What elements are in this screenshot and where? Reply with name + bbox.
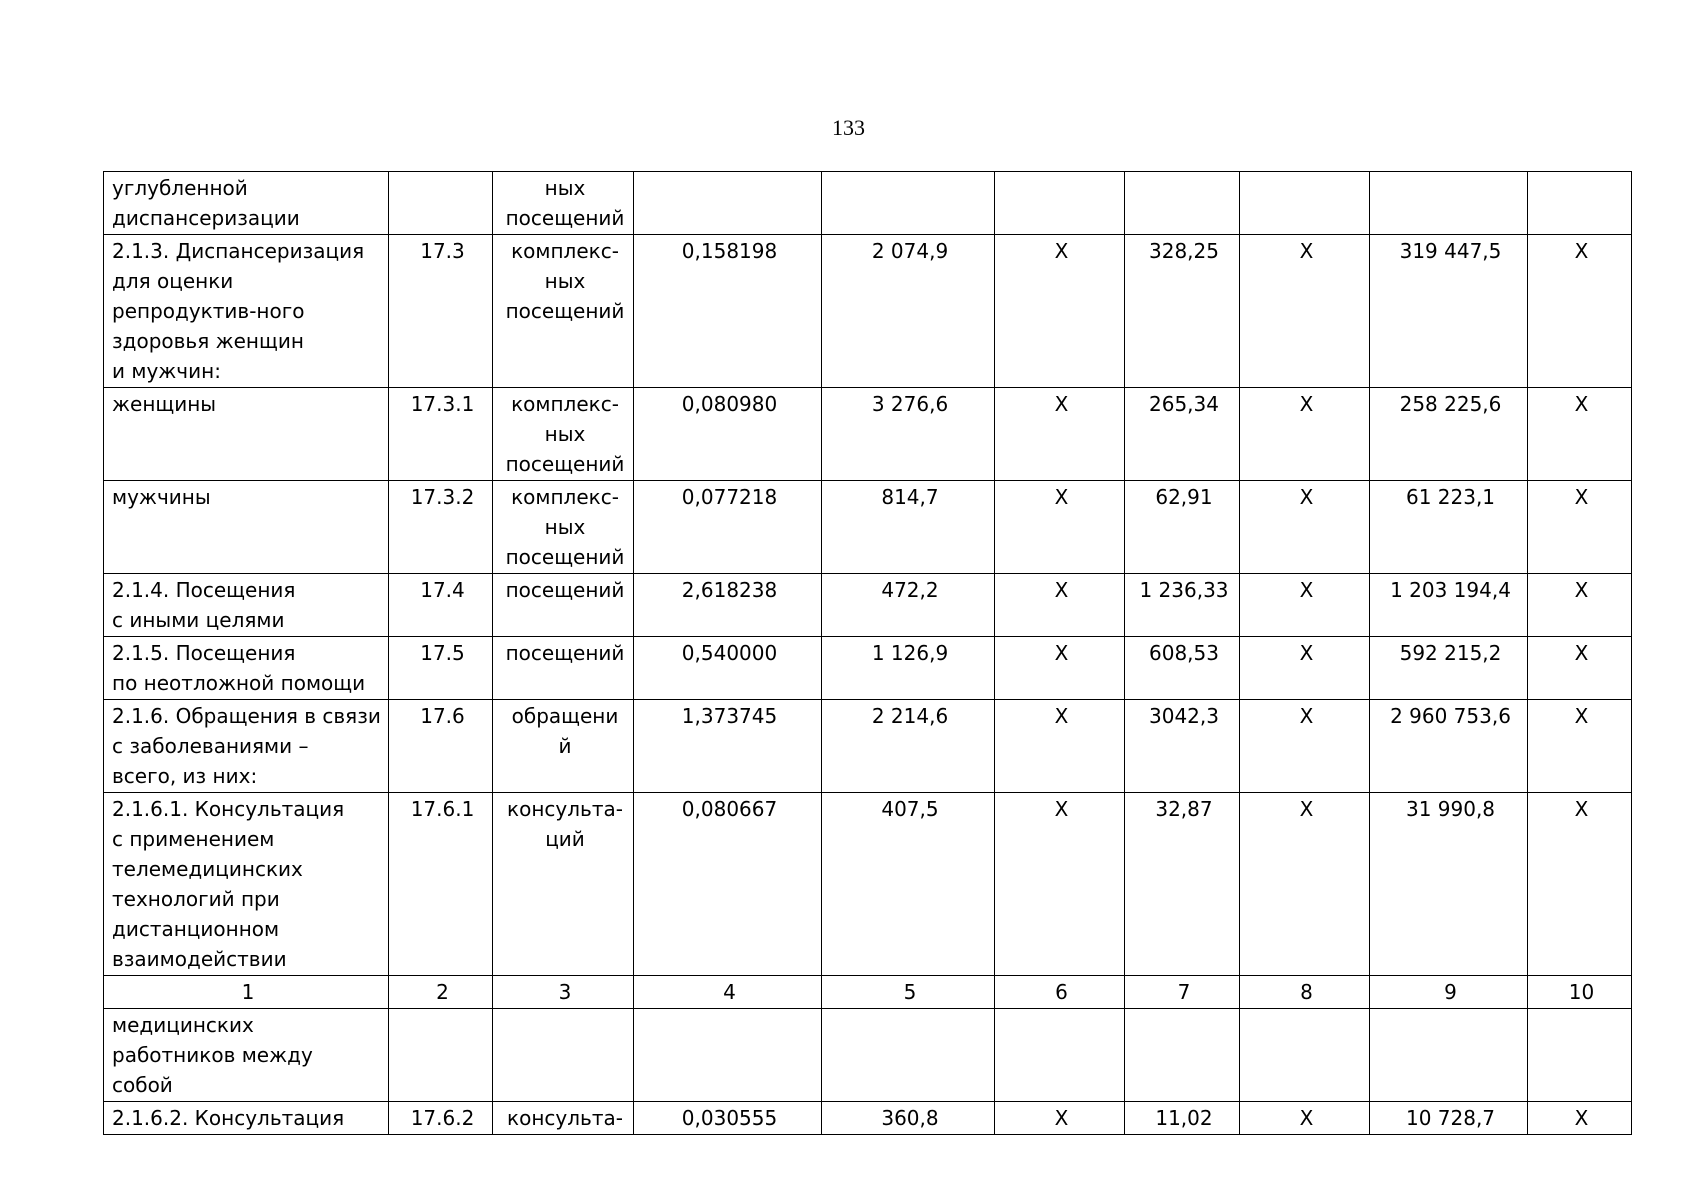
table-cell-col-4: 0,030555 [634,1102,822,1135]
table-cell-col-10: Х [1528,700,1632,793]
table-cell-col-4: 0,080667 [634,793,822,976]
column-number-10: 10 [1528,976,1632,1009]
table-cell-col-3 [493,1009,634,1102]
table-cell-col-5: 814,7 [822,481,995,574]
table-cell-col-9 [1370,1009,1528,1102]
table-cell-col-5: 472,2 [822,574,995,637]
table-cell-col-6: Х [995,481,1125,574]
table-cell-col-5: 2 214,6 [822,700,995,793]
table-cell-col-8: Х [1240,793,1370,976]
table-row [104,700,1632,793]
column-number-3: 3 [493,976,634,1009]
table-cell-col-3: консульта- [493,1102,634,1135]
table-cell-col-4 [634,1009,822,1102]
table-cell-col-7: 32,87 [1125,793,1240,976]
table-cell-col-5: 3 276,6 [822,388,995,481]
column-number-4: 4 [634,976,822,1009]
table-cell-col-5: 1 126,9 [822,637,995,700]
table-cell-col-2: 17.6 [389,700,493,793]
table-cell-col-2: 17.3.1 [389,388,493,481]
table-cell-col-3: комплекс- ных посещений [493,235,634,388]
table-cell-col-8: Х [1240,700,1370,793]
table-cell-col-9: 2 960 753,6 [1370,700,1528,793]
table-row [104,793,1632,976]
table-row [104,574,1632,637]
table-cell-col-9: 258 225,6 [1370,388,1528,481]
column-number-6: 6 [995,976,1125,1009]
column-number-9: 9 [1370,976,1528,1009]
table-cell-col-4 [634,172,822,235]
table-cell-col-7 [1125,172,1240,235]
table-cell-col-2 [389,1009,493,1102]
table-cell-col-7: 328,25 [1125,235,1240,388]
table-cell-col-3: ных посещений [493,172,634,235]
table-cell-col-8: Х [1240,637,1370,700]
table-cell-col-1: углубленной диспансеризации [104,172,389,235]
column-number-5: 5 [822,976,995,1009]
table-cell-col-10 [1528,172,1632,235]
table-cell-col-5: 360,8 [822,1102,995,1135]
table-cell-col-4: 0,540000 [634,637,822,700]
table-cell-col-8 [1240,1009,1370,1102]
table-cell-col-3: комплекс- ных посещений [493,481,634,574]
table-cell-col-6: Х [995,574,1125,637]
table-cell-col-10: Х [1528,1102,1632,1135]
table-cell-col-6: Х [995,793,1125,976]
table-cell-col-5: 407,5 [822,793,995,976]
table-cell-col-10: Х [1528,481,1632,574]
table-cell-col-5: 2 074,9 [822,235,995,388]
table-cell-col-10: Х [1528,235,1632,388]
column-number-row [104,976,1632,1009]
table-cell-col-10: Х [1528,637,1632,700]
table-cell-col-1: 2.1.5. Посещения по неотложной помощи [104,637,389,700]
table-cell-col-8 [1240,172,1370,235]
table-cell-col-9 [1370,172,1528,235]
table-cell-col-2: 17.6.2 [389,1102,493,1135]
table-cell-col-10: Х [1528,388,1632,481]
table-cell-col-9: 61 223,1 [1370,481,1528,574]
table-cell-col-2: 17.4 [389,574,493,637]
table-cell-col-7: 608,53 [1125,637,1240,700]
table-cell-col-7: 3042,3 [1125,700,1240,793]
column-number-2: 2 [389,976,493,1009]
table-cell-col-1: 2.1.4. Посещения с иными целями [104,574,389,637]
table-cell-col-1: 2.1.6. Обращения в связи с заболеваниями – всего, из них: [104,700,389,793]
table-cell-col-6: Х [995,388,1125,481]
table-cell-col-9: 1 203 194,4 [1370,574,1528,637]
table-row [104,481,1632,574]
table-cell-col-7 [1125,1009,1240,1102]
column-number-1: 1 [104,976,389,1009]
table-cell-col-9: 31 990,8 [1370,793,1528,976]
table-cell-col-2: 17.5 [389,637,493,700]
table-row [104,388,1632,481]
table-cell-col-7: 11,02 [1125,1102,1240,1135]
table-cell-col-10 [1528,1009,1632,1102]
table-row [104,1009,1632,1102]
table-cell-col-3: посещений [493,637,634,700]
table-cell-col-2: 17.3 [389,235,493,388]
table-cell-col-1: 2.1.3. Диспансеризация для оценки репродуктив-ного здоровья женщин и мужчин: [104,235,389,388]
table-cell-col-8: Х [1240,574,1370,637]
table-cell-col-7: 265,34 [1125,388,1240,481]
table-cell-col-8: Х [1240,481,1370,574]
table-cell-col-6 [995,172,1125,235]
table-cell-col-10: Х [1528,793,1632,976]
table-cell-col-1: женщины [104,388,389,481]
table-cell-col-1: 2.1.6.1. Консультация с применением телемедицинских технологий при дистанционном взаимодействии [104,793,389,976]
page-number: 133 [832,115,865,140]
table-cell-col-1: 2.1.6.2. Консультация [104,1102,389,1135]
table-cell-col-8: Х [1240,388,1370,481]
table-cell-col-8: Х [1240,235,1370,388]
table-cell-col-9: 319 447,5 [1370,235,1528,388]
table-cell-col-3: комплекс- ных посещений [493,388,634,481]
column-number-8: 8 [1240,976,1370,1009]
table-cell-col-7: 1 236,33 [1125,574,1240,637]
table-row [104,235,1632,388]
table-body [104,172,1632,1135]
table-cell-col-3: обращени й [493,700,634,793]
table-cell-col-6: Х [995,1102,1125,1135]
table-cell-col-2: 17.3.2 [389,481,493,574]
table-cell-col-4: 0,080980 [634,388,822,481]
table-cell-col-2 [389,172,493,235]
table-cell-col-6: Х [995,700,1125,793]
table-cell-col-9: 592 215,2 [1370,637,1528,700]
table-cell-col-2: 17.6.1 [389,793,493,976]
table-cell-col-10: Х [1528,574,1632,637]
table-cell-col-6: Х [995,235,1125,388]
table-cell-col-8: Х [1240,1102,1370,1135]
table-cell-col-1: медицинских работников между собой [104,1009,389,1102]
column-number-7: 7 [1125,976,1240,1009]
table-cell-col-7: 62,91 [1125,481,1240,574]
table-cell-col-4: 0,158198 [634,235,822,388]
table-cell-col-1: мужчины [104,481,389,574]
table-cell-col-4: 2,618238 [634,574,822,637]
table-row [104,637,1632,700]
data-table [103,171,1632,1135]
table-cell-col-9: 10 728,7 [1370,1102,1528,1135]
table-cell-col-4: 0,077218 [634,481,822,574]
table-cell-col-5 [822,1009,995,1102]
table-cell-col-5 [822,172,995,235]
table-cell-col-6 [995,1009,1125,1102]
table-cell-col-3: консульта- ций [493,793,634,976]
table-cell-col-4: 1,373745 [634,700,822,793]
table-cell-col-6: Х [995,637,1125,700]
table-cell-col-3: посещений [493,574,634,637]
table-row [104,1102,1632,1135]
table-row [104,172,1632,235]
